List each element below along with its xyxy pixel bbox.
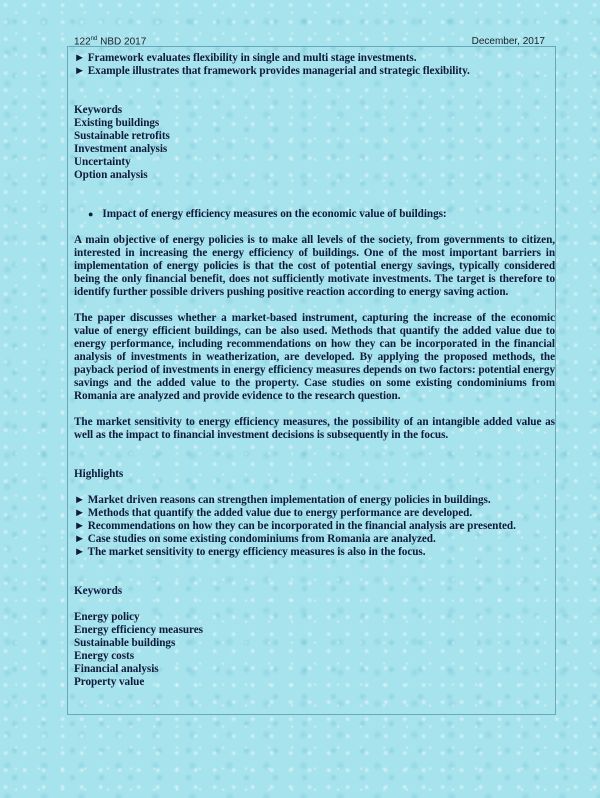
top-highlight-item: ► Example illustrates that framework provides managerial and strategic flexibility. xyxy=(74,65,470,77)
highlight-item: ► Market driven reasons can strengthen implementation of energy policies in buildings. xyxy=(74,494,491,506)
keyword-item: Option analysis xyxy=(74,169,148,181)
abstract-paragraph: A main objective of energy policies is to make all levels of the society, from governments to citizen, interested in increasing the energy efficiency of buildings. One of the most important barriers in implementation of energy policies is that the cost of potential energy savings, typically considered being the only financial benefit, does not sufficiently motivate investments. The target is therefore to identify further possible drivers pushing positive reaction according to energy saving action. xyxy=(74,234,555,298)
highlight-item: ► Methods that quantify the added value due to energy performance are developed. xyxy=(74,507,473,519)
keyword-item: Existing buildings xyxy=(74,117,160,129)
abstract-paragraph: The market sensitivity to energy efficiency measures, the possibility of an intangible added value as well as the impact to financial investment decisions is subsequently in the focus. xyxy=(74,416,555,441)
highlights-heading: Highlights xyxy=(74,468,124,480)
keyword-item: Financial analysis xyxy=(74,663,159,675)
document-body xyxy=(74,52,555,689)
top-highlight-item: ► Framework evaluates flexibility in single and multi stage investments. xyxy=(74,52,417,64)
keyword-item: Sustainable buildings xyxy=(74,637,176,649)
highlight-item: ► Case studies on some existing condominiums from Romania are analyzed. xyxy=(74,533,436,545)
keyword-item: Energy policy xyxy=(74,611,140,623)
highlight-item: ► Recommendations on how they can be incorporated in the financial analysis are presented. xyxy=(74,520,516,532)
date-label: December, 2017 xyxy=(471,36,545,47)
keywords-heading: Keywords xyxy=(74,104,123,116)
keyword-item: Property value xyxy=(74,676,145,688)
keyword-item: Energy costs xyxy=(74,650,134,662)
bullet-dot-icon: ● xyxy=(88,209,94,219)
page-header xyxy=(74,36,545,47)
keyword-item: Uncertainty xyxy=(74,156,131,168)
keyword-item: Sustainable retrofits xyxy=(74,130,170,142)
section-heading: ● Impact of energy efficiency measures on the economic value of buildings: xyxy=(88,208,447,220)
keyword-item: Investment analysis xyxy=(74,143,168,155)
keywords-heading: Keywords xyxy=(74,585,123,597)
abstract-paragraph: The paper discusses whether a market-based instrument, capturing the increase of the economic value of energy efficient buildings, can be also used. Methods that quantify the added value due to energy performance, including recommendations on how they can be incorporated in the financial analysis of investments in weatherization, are developed. By applying the proposed methods, the payback period of investments in energy efficiency measures depends on two factors: potential energy savings and the added value to the property. Case studies on some existing condominiums from Romania are analyzed and provide evidence to the research question. xyxy=(74,312,555,402)
conference-label: 122nd NBD 2017 xyxy=(74,36,147,48)
keyword-item: Energy efficiency measures xyxy=(74,624,203,636)
highlight-item: ► The market sensitivity to energy efficiency measures is also in the focus. xyxy=(74,546,426,558)
